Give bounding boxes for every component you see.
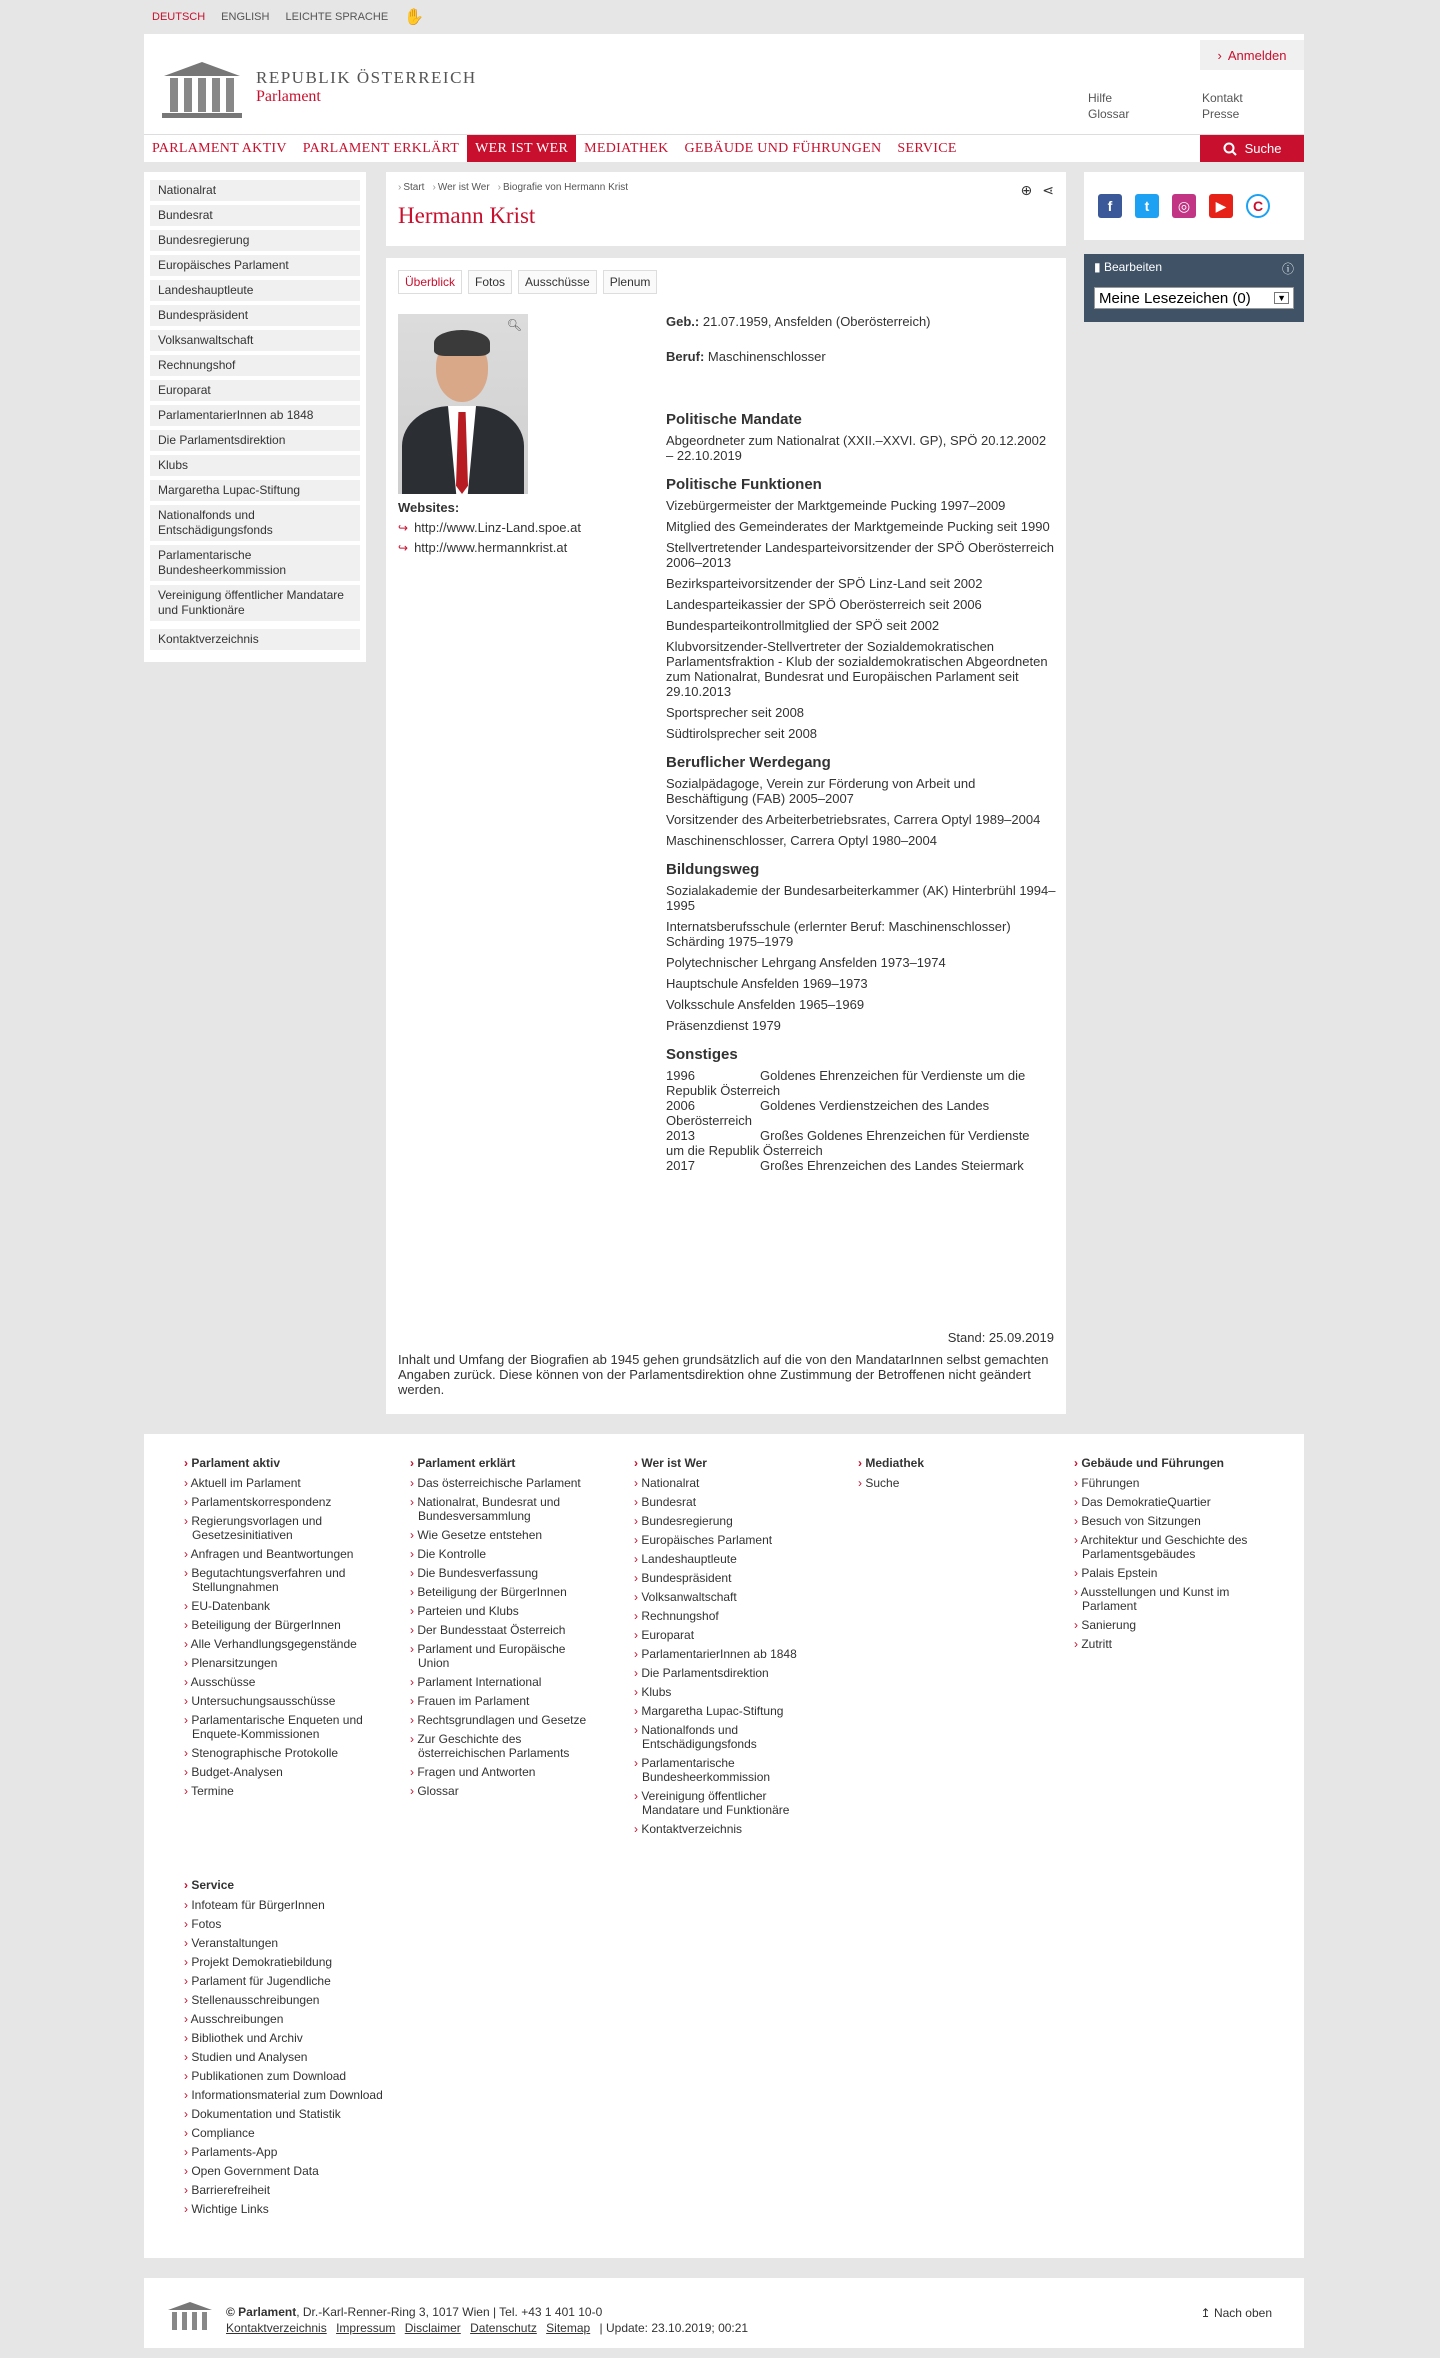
footer-link[interactable]: › Compliance bbox=[184, 2126, 424, 2140]
footer-link[interactable]: › Infoteam für BürgerInnen bbox=[184, 1898, 424, 1912]
footer bbox=[144, 1434, 1304, 2258]
breadcrumb-item[interactable]: › Wer ist Wer bbox=[432, 182, 489, 193]
footer-link[interactable]: › Vereinigung öffentlicher Mandatare und Funktionäre bbox=[634, 1789, 814, 1817]
footer-link[interactable]: › Parlaments-App bbox=[184, 2145, 424, 2159]
bio-entry: Internatsberufsschule (erlernter Beruf: Maschinenschlosser) Schärding 1975–1979 bbox=[666, 919, 1011, 949]
logo-subtitle: Parlament bbox=[256, 88, 321, 105]
sidebar-item[interactable]: Margaretha Lupac-Stiftung bbox=[150, 480, 360, 501]
footer-link[interactable]: › Bundesrat bbox=[634, 1495, 814, 1509]
bio-entry: Stellvertretender Landesparteivorsitzender der SPÖ Oberösterreich 2006–2013 bbox=[666, 540, 1055, 570]
section-heading: Beruflicher Werdegang bbox=[666, 754, 831, 771]
footer-link[interactable]: › Parlament für Jugendliche bbox=[184, 1974, 424, 1988]
section-heading: Politische Mandate bbox=[666, 411, 802, 428]
footer-link[interactable]: › Europäisches Parlament bbox=[634, 1533, 814, 1547]
search-label: Suche bbox=[1244, 141, 1282, 156]
footer-heading[interactable]: › Service bbox=[184, 1878, 424, 1892]
external-link-icon: ↪ bbox=[398, 520, 409, 535]
footer-link[interactable]: › Dokumentation und Statistik bbox=[184, 2107, 424, 2121]
footer-link[interactable]: › Die Parlamentsdirektion bbox=[634, 1666, 814, 1680]
last-updated: Stand: 25.09.2019 bbox=[947, 1330, 1054, 1345]
glossary-link[interactable]: Glossar bbox=[1088, 107, 1130, 121]
sidebar-nav bbox=[144, 172, 366, 662]
footer-link[interactable]: › Besuch von Sitzungen bbox=[1074, 1514, 1274, 1528]
footer-column bbox=[858, 1456, 1038, 1495]
update-date: | Update: 23.10.2019; 00:21 bbox=[599, 2321, 749, 2335]
bio-entry: Vizebürgermeister der Marktgemeinde Pucking 1997–2009 bbox=[666, 498, 1006, 513]
footer-link[interactable]: › Aktuell im Parlament bbox=[184, 1476, 364, 1490]
footer-link[interactable]: Disclaimer bbox=[404, 2321, 461, 2335]
help-link[interactable]: Hilfe bbox=[1088, 91, 1113, 105]
bio-entry: Hauptschule Ansfelden 1969–1973 bbox=[666, 976, 868, 991]
bookmarks-select[interactable]: Meine Lesezeichen (0) ▼ bbox=[1094, 287, 1294, 309]
search-icon bbox=[1223, 142, 1237, 156]
bio-entry: Sportsprecher seit 2008 bbox=[666, 705, 805, 720]
footer-link[interactable]: › Nationalrat, Bundesrat und Bundesversammlung bbox=[410, 1495, 590, 1523]
bio-entry: Klubvorsitzender-Stellvertreter der Sozialdemokratischen Parlamentsfraktion - Klub der sozialdemokratischen Abgeordneten zum Nationalrat, Bundesrat und Europäischen Parlament seit 29.10.2013 bbox=[666, 639, 1048, 699]
back-to-top-link[interactable]: ↥ Nach oben bbox=[1200, 2306, 1272, 2320]
biography-content bbox=[386, 258, 1066, 1414]
footer-link[interactable]: › Glossar bbox=[410, 1784, 590, 1798]
honor-title-cont: Oberösterreich bbox=[666, 1113, 752, 1128]
footer-link[interactable]: › Die Kontrolle bbox=[410, 1547, 590, 1561]
footer-link[interactable]: › Das DemokratieQuartier bbox=[1074, 1495, 1274, 1509]
copyright: © Parlament bbox=[226, 2305, 297, 2319]
footer-link[interactable]: › Nationalrat bbox=[634, 1476, 814, 1490]
footer-link[interactable]: › Ausschreibungen bbox=[184, 2012, 424, 2026]
footer-link[interactable]: › Beteiligung der BürgerInnen bbox=[184, 1618, 364, 1632]
bookmarks-panel bbox=[1084, 254, 1304, 322]
social-links bbox=[1084, 172, 1304, 240]
footer-link[interactable]: › Volksanwaltschaft bbox=[634, 1590, 814, 1604]
websites bbox=[398, 500, 618, 555]
footer-column bbox=[410, 1456, 590, 1803]
footer-link[interactable]: › Plenarsitzungen bbox=[184, 1656, 364, 1670]
footer-link[interactable]: › Sanierung bbox=[1074, 1618, 1274, 1632]
honor-year: 2013 bbox=[666, 1128, 695, 1143]
nav-gebaeude[interactable]: GEBÄUDE UND FÜHRUNGEN bbox=[684, 140, 882, 156]
footer-link[interactable]: › Projekt Demokratiebildung bbox=[184, 1955, 424, 1969]
honors-list bbox=[666, 1068, 1056, 1173]
nav-mediathek[interactable]: MEDIATHEK bbox=[584, 140, 669, 156]
footer-link[interactable]: Kontaktverzeichnis bbox=[226, 2321, 327, 2335]
footer-link[interactable]: › Klubs bbox=[634, 1685, 814, 1699]
footer-link[interactable]: › Beteiligung der BürgerInnen bbox=[410, 1585, 590, 1599]
sidebar-item[interactable]: Volksanwaltschaft bbox=[150, 330, 360, 351]
footer-link[interactable]: › Untersuchungsausschüsse bbox=[184, 1694, 364, 1708]
birth-info: Geb.: 21.07.1959, Ansfelden (Oberösterreich) bbox=[666, 314, 931, 329]
footer-link[interactable]: › Kontaktverzeichnis bbox=[634, 1822, 814, 1836]
page-title: Hermann Krist bbox=[398, 203, 536, 228]
footer-link[interactable]: › Landeshauptleute bbox=[634, 1552, 814, 1566]
bio-entry: Mitglied des Gemeinderates der Marktgemeinde Pucking seit 1990 bbox=[666, 519, 1050, 534]
bio-entry: Präsenzdienst 1979 bbox=[666, 1018, 781, 1033]
twitter-icon[interactable]: t bbox=[1135, 194, 1159, 218]
footer-column bbox=[184, 1456, 364, 1803]
tab-ueberblick[interactable]: Überblick bbox=[398, 270, 462, 294]
breadcrumb bbox=[398, 182, 1054, 193]
login-button[interactable] bbox=[1200, 40, 1304, 70]
contact-link[interactable]: Kontakt bbox=[1202, 91, 1243, 105]
address: , Dr.-Karl-Renner-Ring 3, 1017 Wien | Tel. +43 1 401 10-0 bbox=[296, 2305, 603, 2319]
nav-parlament-erklaert[interactable]: PARLAMENT ERKLÄRT bbox=[302, 140, 460, 156]
footer-link[interactable]: › Stenographische Protokolle bbox=[184, 1746, 364, 1760]
breadcrumb-item: › Biografie von Hermann Krist bbox=[498, 182, 628, 193]
footer-link[interactable]: › Termine bbox=[184, 1784, 364, 1798]
footer-link[interactable]: › Fotos bbox=[184, 1917, 424, 1931]
external-link-icon: ↪ bbox=[398, 540, 409, 555]
sidebar-item[interactable]: Kontaktverzeichnis bbox=[150, 629, 360, 650]
bio-entry: Polytechnischer Lehrgang Ansfelden 1973–1974 bbox=[666, 955, 946, 970]
bio-entry: Abgeordneter zum Nationalrat (XXII.–XXVI. GP), SPÖ 20.12.2002 – 22.10.2019 bbox=[666, 433, 1047, 463]
sign-language-icon[interactable]: ✋ bbox=[404, 9, 425, 26]
footer-link[interactable]: › Ausschüsse bbox=[184, 1675, 364, 1689]
footer-heading[interactable]: › Mediathek bbox=[858, 1456, 1038, 1470]
footer-link[interactable]: › Nationalfonds und Entschädigungsfonds bbox=[634, 1723, 814, 1751]
footer-link[interactable]: › Ausstellungen und Kunst im Parlament bbox=[1074, 1585, 1274, 1613]
share-icon[interactable]: ⋖ bbox=[1042, 182, 1054, 198]
section-heading: Sonstiges bbox=[666, 1046, 738, 1063]
tab-ausschuesse[interactable]: Ausschüsse bbox=[518, 270, 597, 294]
footer-link[interactable]: › Europarat bbox=[634, 1628, 814, 1642]
footer-link[interactable]: › Stellenausschreibungen bbox=[184, 1993, 424, 2007]
bio-entry: Maschinenschlosser, Carrera Optyl 1980–2004 bbox=[666, 833, 937, 848]
parliament-app-icon[interactable]: C bbox=[1246, 194, 1270, 218]
honor-title-cont: um die Republik Österreich bbox=[666, 1143, 823, 1158]
breadcrumb-item[interactable]: › Start bbox=[398, 182, 424, 193]
arrow-up-icon: ↥ bbox=[1200, 2306, 1211, 2320]
footer-link[interactable]: › Führungen bbox=[1074, 1476, 1274, 1490]
bio-entry: Sozialakademie der Bundesarbeiterkammer (AK) Hinterbrühl 1994–1995 bbox=[666, 883, 1056, 913]
footer-link[interactable]: › Zutritt bbox=[1074, 1637, 1274, 1651]
footer-link[interactable]: › Parlament und Europäische Union bbox=[410, 1642, 590, 1670]
footer-link[interactable]: › Das österreichische Parlament bbox=[410, 1476, 590, 1490]
footer-link[interactable]: › Publikationen zum Download bbox=[184, 2069, 424, 2083]
bookmark-add-icon[interactable]: ⊕ bbox=[1020, 182, 1033, 198]
honor-title: Goldenes Verdienstzeichen des Landes bbox=[760, 1098, 990, 1113]
sidebar-item[interactable]: Nationalfonds und Entschädigungsfonds bbox=[150, 505, 360, 541]
facebook-icon[interactable]: f bbox=[1098, 194, 1122, 218]
sidebar-item[interactable]: Europäisches Parlament bbox=[150, 255, 360, 276]
login-label: Anmelden bbox=[1227, 47, 1287, 63]
honor-year: 2006 bbox=[666, 1098, 695, 1113]
footer-link[interactable]: › Fragen und Antworten bbox=[410, 1765, 590, 1779]
footer-link[interactable]: › Margaretha Lupac-Stiftung bbox=[634, 1704, 814, 1718]
sidebar-item[interactable]: Vereinigung öffentlicher Mandatare und Funktionäre bbox=[150, 585, 360, 621]
honor-title: Goldenes Ehrenzeichen für Verdienste um die bbox=[760, 1068, 1026, 1083]
parliament-logo-icon bbox=[160, 56, 244, 118]
footer-link[interactable]: › Anfragen und Beantwortungen bbox=[184, 1547, 364, 1561]
sidebar-item[interactable]: Europarat bbox=[150, 380, 360, 401]
sidebar-item[interactable]: Bundespräsident bbox=[150, 305, 360, 326]
tab-plenum[interactable]: Plenum bbox=[603, 270, 658, 294]
footer-column bbox=[1074, 1456, 1274, 1656]
bio-entry: Bundesparteikontrollmitglied der SPÖ seit 2002 bbox=[666, 618, 940, 633]
footer-link[interactable]: › Bundesregierung bbox=[634, 1514, 814, 1528]
main-nav bbox=[144, 134, 1304, 162]
chevron-down-icon: ▼ bbox=[1274, 292, 1289, 304]
logo[interactable] bbox=[160, 56, 477, 118]
footer-link[interactable]: › Open Government Data bbox=[184, 2164, 424, 2178]
footer-heading[interactable]: › Wer ist Wer bbox=[634, 1456, 814, 1470]
language-bar bbox=[144, 0, 1304, 34]
instagram-icon[interactable]: ◎ bbox=[1172, 194, 1196, 218]
footer-link[interactable]: Datenschutz bbox=[470, 2321, 537, 2335]
edit-label[interactable]: ▮ Bearbeiten bbox=[1094, 260, 1162, 274]
footer-link[interactable]: › Zur Geschichte des österreichischen Parlaments bbox=[410, 1732, 590, 1760]
honor-title-cont: Republik Österreich bbox=[666, 1083, 781, 1098]
section-heading: Bildungsweg bbox=[666, 861, 760, 878]
honor-title: Großes Ehrenzeichen des Landes Steiermark bbox=[760, 1158, 1024, 1173]
bio-entry: Vorsitzender des Arbeiterbetriebsrates, Carrera Optyl 1989–2004 bbox=[666, 812, 1041, 827]
lang-english[interactable]: ENGLISH bbox=[221, 11, 270, 23]
honor-year: 2017 bbox=[666, 1158, 695, 1173]
footer-link[interactable]: › Die Bundesverfassung bbox=[410, 1566, 590, 1580]
honor-year: 1996 bbox=[666, 1068, 695, 1083]
footer-link[interactable]: › Wichtige Links bbox=[184, 2202, 424, 2216]
sidebar-item[interactable]: Rechnungshof bbox=[150, 355, 360, 376]
nav-parlament-aktiv[interactable]: PARLAMENT AKTIV bbox=[152, 140, 287, 156]
footer-link[interactable]: › Parteien und Klubs bbox=[410, 1604, 590, 1618]
footer-link[interactable]: › Bundespräsident bbox=[634, 1571, 814, 1585]
footer-link[interactable]: › Frauen im Parlament bbox=[410, 1694, 590, 1708]
footer-link[interactable]: › Informationsmaterial zum Download bbox=[184, 2088, 424, 2102]
footer-link[interactable]: › Suche bbox=[858, 1476, 1038, 1490]
footer-link[interactable]: › Veranstaltungen bbox=[184, 1936, 424, 1950]
footer-link[interactable]: › Alle Verhandlungsgegenstände bbox=[184, 1637, 364, 1651]
sidebar-item[interactable]: Bundesregierung bbox=[150, 230, 360, 251]
footer-heading[interactable]: › Parlament aktiv bbox=[184, 1456, 364, 1470]
tab-bar bbox=[398, 270, 1054, 294]
footer-link[interactable]: › ParlamentarierInnen ab 1848 bbox=[634, 1647, 814, 1661]
nav-service[interactable]: SERVICE bbox=[897, 140, 957, 156]
footer-link[interactable]: Impressum bbox=[336, 2321, 396, 2335]
website-link[interactable]: ↪ http://www.hermannkrist.at bbox=[398, 540, 568, 555]
footer-column bbox=[634, 1456, 814, 1841]
sidebar-item[interactable]: Parlamentarische Bundesheerkommission bbox=[150, 545, 360, 581]
press-link[interactable]: Presse bbox=[1202, 107, 1240, 121]
zoom-icon[interactable]: 🔍︎ bbox=[506, 318, 522, 332]
sidebar-item[interactable]: Nationalrat bbox=[150, 180, 360, 201]
footer-link[interactable]: › Bibliothek und Archiv bbox=[184, 2031, 424, 2045]
footer-link[interactable]: › Parlament International bbox=[410, 1675, 590, 1689]
parliament-logo-icon[interactable] bbox=[168, 2302, 212, 2332]
footer-heading[interactable]: › Gebäude und Führungen bbox=[1074, 1456, 1274, 1470]
footer-column bbox=[184, 1878, 424, 2221]
page-heading-box bbox=[386, 172, 1066, 246]
bio-details bbox=[666, 314, 1056, 1173]
footer-link[interactable]: › Architektur und Geschichte des Parlamentsgebäudes bbox=[1074, 1533, 1274, 1561]
sidebar-item[interactable]: Klubs bbox=[150, 455, 360, 476]
section-heading: Politische Funktionen bbox=[666, 476, 822, 493]
footer-link[interactable]: › Wie Gesetze entstehen bbox=[410, 1528, 590, 1542]
bio-entry: Bezirksparteivorsitzender der SPÖ Linz-Land seit 2002 bbox=[666, 576, 983, 591]
honor-title: Großes Goldenes Ehrenzeichen für Verdienste bbox=[760, 1128, 1030, 1143]
search-button[interactable] bbox=[1200, 135, 1304, 162]
footer-link[interactable]: › Rechtsgrundlagen und Gesetze bbox=[410, 1713, 590, 1727]
lang-deutsch[interactable]: DEUTSCH bbox=[152, 11, 206, 23]
sidebar-item[interactable]: ParlamentarierInnen ab 1848 bbox=[150, 405, 360, 426]
chevron-right-icon: › bbox=[1217, 47, 1222, 63]
youtube-icon[interactable]: ▶ bbox=[1209, 194, 1233, 218]
footer-link[interactable]: › Parlamentarische Enqueten und Enquete-Kommissionen bbox=[184, 1713, 364, 1741]
footer-link[interactable]: › Barrierefreiheit bbox=[184, 2183, 424, 2197]
sidebar-item[interactable]: Bundesrat bbox=[150, 205, 360, 226]
bio-entry: Südtirolsprecher seit 2008 bbox=[666, 726, 818, 741]
footer-link[interactable]: › Parlamentskorrespondenz bbox=[184, 1495, 364, 1509]
bio-entry: Sozialpädagoge, Verein zur Förderung von Arbeit und Beschäftigung (FAB) 2005–2007 bbox=[666, 776, 976, 806]
footer-link[interactable]: › Budget-Analysen bbox=[184, 1765, 364, 1779]
footer-link[interactable]: › Studien und Analysen bbox=[184, 2050, 424, 2064]
website-link[interactable]: ↪ http://www.Linz-Land.spoe.at bbox=[398, 520, 581, 535]
footer-link[interactable]: › Rechnungshof bbox=[634, 1609, 814, 1623]
footer-link[interactable]: › Begutachtungsverfahren und Stellungnahmen bbox=[184, 1566, 364, 1594]
footer-link[interactable]: › EU-Datenbank bbox=[184, 1599, 364, 1613]
footer-link[interactable]: › Parlamentarische Bundesheerkommission bbox=[634, 1756, 814, 1784]
logo-title: REPUBLIK ÖSTERREICH bbox=[256, 68, 477, 87]
nav-wer-ist-wer[interactable]: WER IST WER bbox=[467, 135, 576, 162]
portrait-photo[interactable] bbox=[398, 314, 528, 494]
footer-link[interactable]: › Regierungsvorlagen und Gesetzesinitiativen bbox=[184, 1514, 364, 1542]
footer-link[interactable]: Sitemap bbox=[546, 2321, 591, 2335]
info-icon[interactable]: ⓘ bbox=[1281, 262, 1294, 276]
profession-info: Beruf: Maschinenschlosser bbox=[666, 349, 826, 364]
lang-leichte-sprache[interactable]: LEICHTE SPRACHE bbox=[285, 11, 389, 23]
site-header bbox=[144, 34, 1304, 162]
disclaimer: Inhalt und Umfang der Biografien ab 1945 gehen grundsätzlich auf die von den MandatarInnen selbst gemachten Angaben zurück. Diese können von der Parlamentsdirektion ohne Zustimmung der Betroffenen nicht geändert werden. bbox=[398, 1352, 1049, 1397]
tab-fotos[interactable]: Fotos bbox=[468, 270, 512, 294]
bio-entry: Volksschule Ansfelden 1965–1969 bbox=[666, 997, 865, 1012]
websites-label: Websites: bbox=[398, 500, 460, 515]
sidebar-item[interactable]: Die Parlamentsdirektion bbox=[150, 430, 360, 451]
footer-link[interactable]: › Der Bundesstaat Österreich bbox=[410, 1623, 590, 1637]
footer-link[interactable]: › Palais Epstein bbox=[1074, 1566, 1274, 1580]
footer-heading[interactable]: › Parlament erklärt bbox=[410, 1456, 590, 1470]
bio-entry: Landesparteikassier der SPÖ Oberösterreich seit 2006 bbox=[666, 597, 982, 612]
sidebar-item[interactable]: Landeshauptleute bbox=[150, 280, 360, 301]
site-info-bar bbox=[144, 2278, 1304, 2348]
bookmark-icon: ▮ bbox=[1094, 260, 1101, 274]
